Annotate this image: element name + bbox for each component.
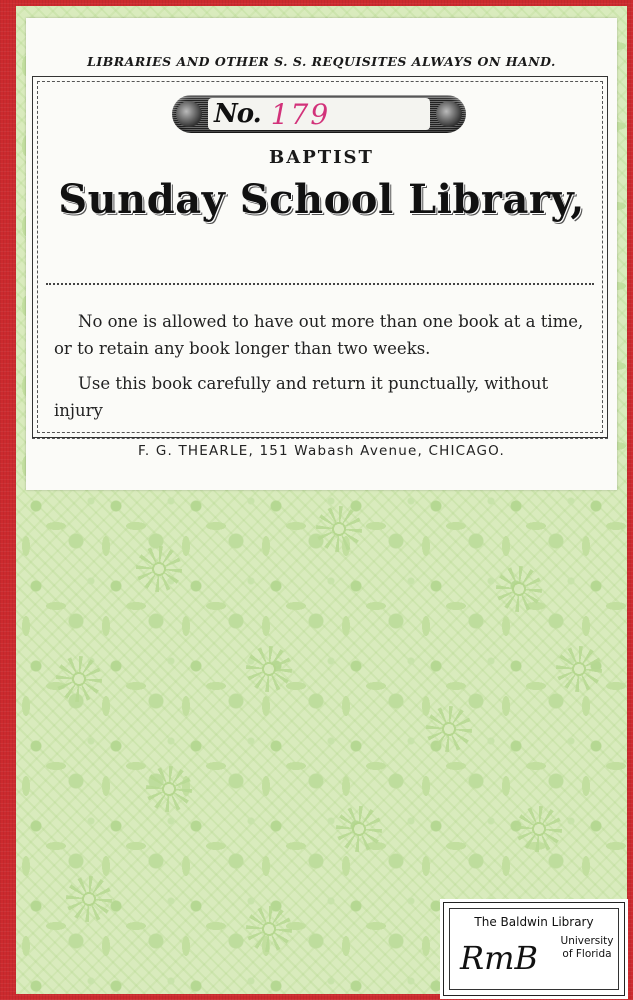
library-title: Sunday School Library, xyxy=(58,176,585,223)
flower-ornament xyxy=(56,656,102,702)
flower-ornament xyxy=(336,806,382,852)
flower-ornament xyxy=(516,806,562,852)
baldwin-library-stamp xyxy=(443,902,625,996)
number-prefix: No. xyxy=(214,99,261,129)
flower-ornament xyxy=(146,766,192,812)
stamp-monogram: RmB xyxy=(460,939,538,977)
dotted-divider xyxy=(46,283,594,285)
flower-ornament xyxy=(246,906,292,952)
library-bookplate-label xyxy=(26,18,617,490)
scroll-end-left xyxy=(176,101,202,127)
number-scroll-banner xyxy=(172,95,466,133)
scroll-end-right xyxy=(436,101,462,127)
flower-ornament xyxy=(136,546,182,592)
rule-paragraph: Use this book carefully and return it punctually, without injury xyxy=(54,374,549,420)
flower-ornament xyxy=(66,876,112,922)
stamp-university: University of Florida xyxy=(560,935,614,960)
printer-imprint: F. G. THEARLE, 151 Wabash Avenue, CHICAGO. xyxy=(138,443,505,459)
handwritten-book-number: 179 xyxy=(270,97,331,131)
printer-divider xyxy=(32,438,608,439)
library-rules xyxy=(54,308,594,432)
flower-ornament xyxy=(556,646,602,692)
number-plate xyxy=(208,98,430,130)
denomination-heading: BAPTIST xyxy=(269,147,374,168)
flower-ornament xyxy=(316,506,362,552)
rule-paragraph: No one is allowed to have out more than one book at a time, or to retain any book longer than two weeks. xyxy=(54,312,584,358)
requisites-notice: LIBRARIES AND OTHER S. S. REQUISITES ALWAYS ON HAND. xyxy=(87,54,556,69)
flower-ornament xyxy=(496,566,542,612)
flower-ornament xyxy=(426,706,472,752)
flower-ornament xyxy=(246,646,292,692)
stamp-library-name: The Baldwin Library xyxy=(474,915,594,929)
